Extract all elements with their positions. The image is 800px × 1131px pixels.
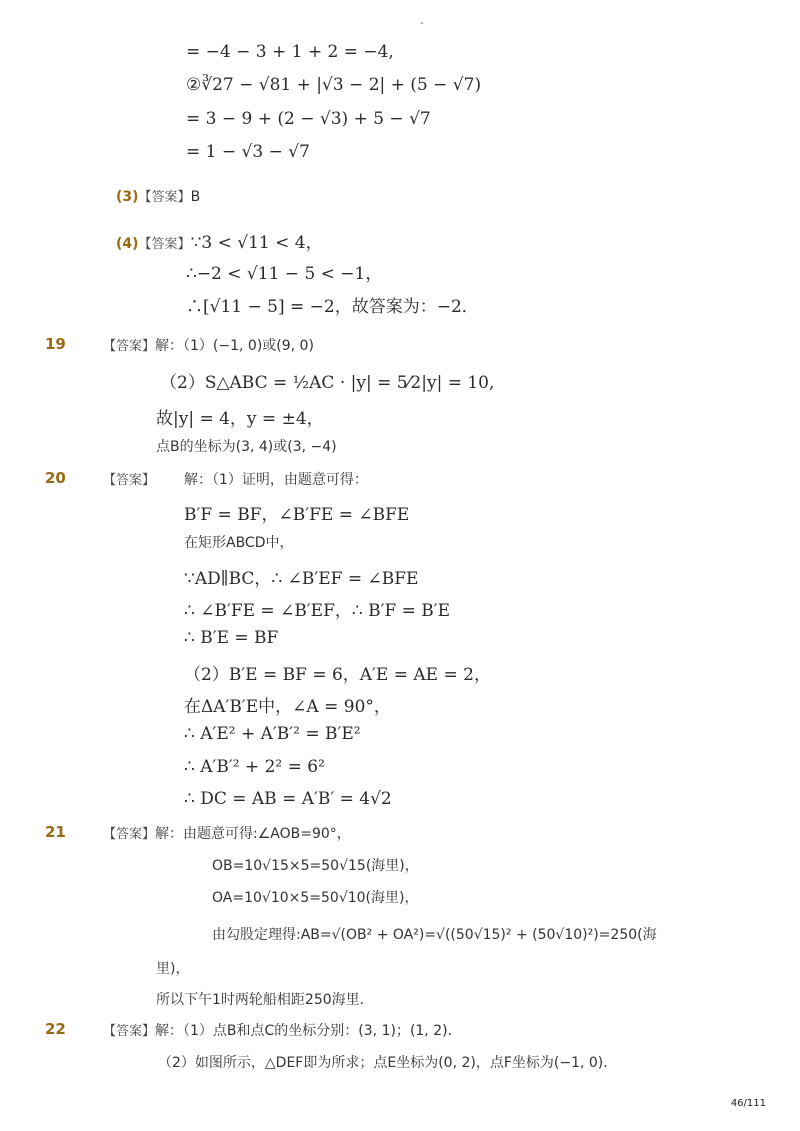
part3-line (116, 186, 200, 205)
part4-text-1: ∵3 < √11 < 4， (190, 233, 323, 253)
q20-line-10: ∴ A′B′² + 2² = 6² (184, 757, 325, 777)
q19-line-2: （2）S△ABC = ½AC · |y| = 5⁄2|y| = 10, (160, 373, 495, 393)
answer-tag: 【答案】 (103, 473, 156, 488)
prev-line-3: = 3 − 9 + (2 − √3) + 5 − √7 (186, 109, 431, 129)
q22-text-1: 解：（1）点B和点C的坐标分别：(3, 1)；(1, 2)． (155, 1023, 462, 1039)
part3-label: (3) (116, 189, 139, 205)
q21-line-4: 由勾股定理得:AB=√(OB² + OA²)=√((50√15)² + (50√10)²)=250(海 (212, 927, 657, 943)
question-number-19: 19 (45, 335, 66, 353)
q21-text-1: 解：由题意可得:∠AOB=90°， (155, 826, 351, 842)
answer-tag: 【答案】 (103, 339, 156, 354)
q20-line-8: 在ΔA′B′E中，∠A = 90°， (184, 697, 391, 717)
q20-tag (103, 469, 155, 488)
q21-line-1 (103, 823, 351, 843)
answer-tag: 【答案】 (138, 237, 191, 252)
q20-line-4: ∵AD∥BC，∴ ∠B′EF = ∠BFE (184, 569, 419, 589)
q19-line-1 (103, 335, 314, 355)
prev-line-4: = 1 − √3 − √7 (186, 142, 310, 162)
q22-line-1 (103, 1020, 462, 1040)
part3-answer: B (190, 189, 201, 205)
q19-text-1: 解：（1）(−1, 0)或(9, 0) (155, 338, 314, 354)
q19-line-4: 点B的坐标为(3, 4)或(3, −4) (156, 439, 337, 455)
q20-line-3: 在矩形ABCD中， (184, 535, 294, 551)
q20-line-11: ∴ DC = AB = A′B′ = 4√2 (184, 789, 392, 809)
q19-line-3: 故|y| = 4，y = ±4， (156, 409, 324, 429)
question-number-22: 22 (45, 1020, 66, 1038)
q20-line-5: ∴ ∠B′FE = ∠B′EF，∴ B′F = B′E (184, 601, 451, 621)
prev-line-1: = −4 − 3 + 1 + 2 = −4, (186, 42, 394, 62)
q20-line-6: ∴ B′E = BF (184, 628, 279, 648)
part4-line-1 (116, 228, 323, 253)
question-number-21: 21 (45, 823, 66, 841)
q21-line-6: 所以下午1时两轮船相距250海里． (156, 992, 374, 1008)
q22-line-2: （2）如图所示，△DEF即为所求；点E坐标为(0, 2)，点F坐标为(−1, 0)． (158, 1055, 618, 1071)
question-number-20: 20 (45, 469, 66, 487)
q20-line-1: 解：（1）证明，由题意可得： (184, 472, 368, 488)
part4-line-2: ∴−2 < √11 − 5 < −1， (186, 264, 383, 284)
q20-line-9: ∴ A′E² + A′B′² = B′E² (184, 724, 361, 744)
page-number: 46/111 (730, 1098, 766, 1109)
q21-line-2: OB=10√15×5=50√15(海里)， (212, 858, 419, 874)
part4-line-3: ∴[√11 − 5] = −2，故答案为：−2． (186, 297, 479, 317)
prev-line-2: ②∛27 − √81 + |√3 − 2| + (5 − √7) (186, 75, 482, 95)
answer-tag: 【答案】 (103, 827, 156, 842)
q21-line-3: OA=10√10×5=50√10(海里)， (212, 890, 419, 906)
answer-tag: 【答案】 (103, 1024, 156, 1039)
q20-line-2: B′F = BF，∠B′FE = ∠BFE (184, 505, 410, 525)
top-mark: - (420, 18, 424, 29)
answer-tag: 【答案】 (138, 190, 191, 205)
q20-line-7: （2）B′E = BF = 6，A′E = AE = 2， (184, 665, 491, 685)
part4-label: (4) (116, 236, 139, 252)
q21-line-5: 里)， (156, 961, 190, 977)
